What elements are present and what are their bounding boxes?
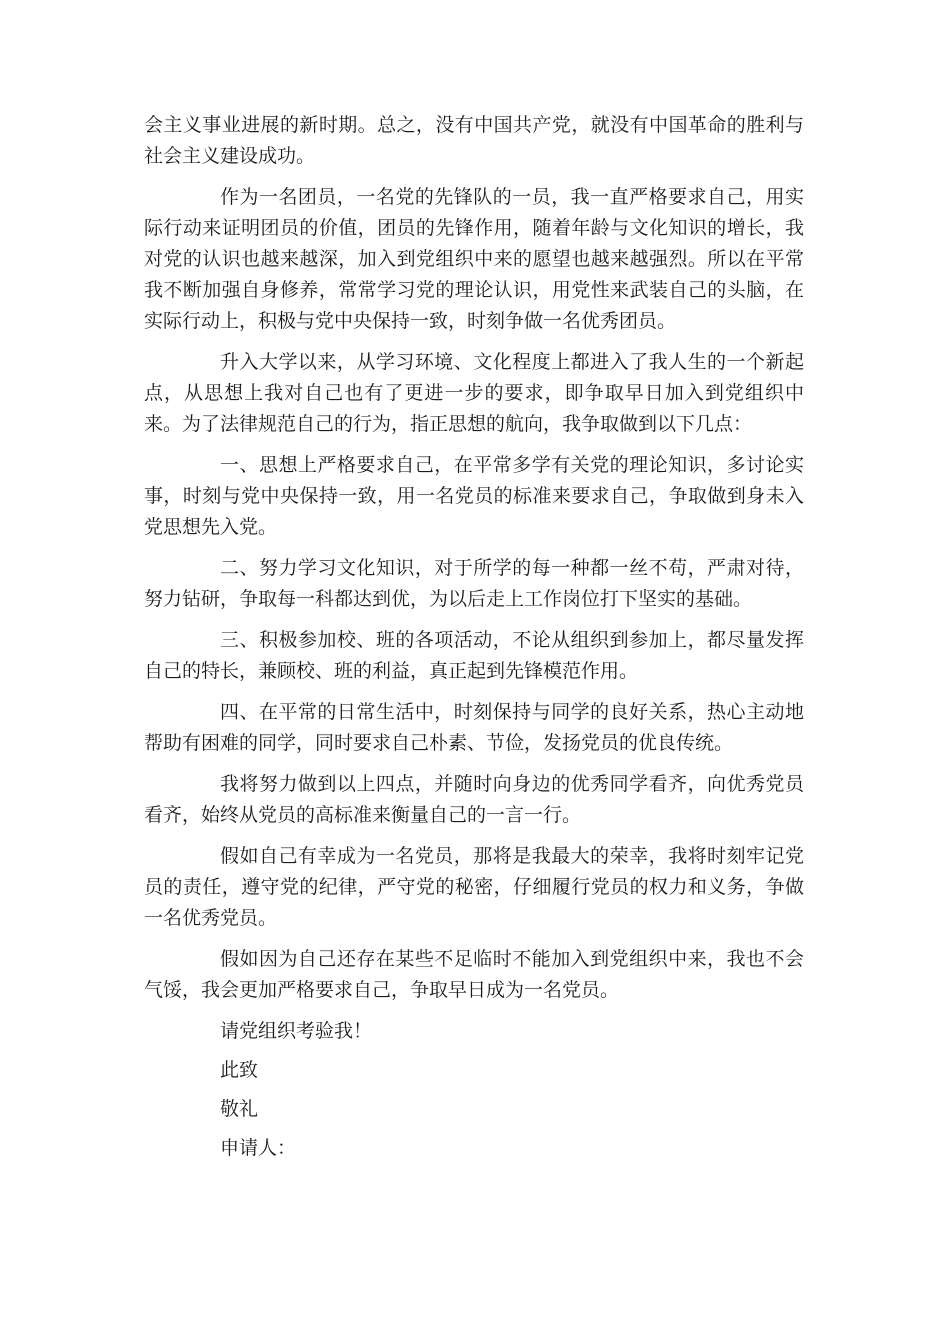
- applicant-label: 申请人：: [220, 1137, 297, 1159]
- closing-request: 请党组织考验我！: [220, 1020, 373, 1042]
- paragraph-if-not-accepted: 假如因为自己还存在某些不足临时不能加入到党组织中来，我也不会气馁，我会更加严格要求自己，争取早日成为一名党员。: [144, 948, 804, 1001]
- paragraph-point-three: 三、积极参加校、班的各项活动，不论从组织到参加上，都尽量发挥自己的特长，兼顾校、班的利益，真正起到先锋模范作用。: [144, 629, 804, 682]
- paragraph-point-two: 二、努力学习文化知识，对于所学的每一种都一丝不苟，严肃对待，努力钻研，争取每一科都达到优，为以后走上工作岗位打下坚实的基础。: [144, 557, 804, 610]
- closing-salutation-jingli: 敬礼: [220, 1098, 259, 1120]
- paragraph-point-one: 一、思想上严格要求自己，在平常多学有关党的理论知识，多讨论实事，时刻与党中央保持一致，用一名党员的标准来要求自己，争取做到身未入党思想先入党。: [144, 454, 804, 538]
- paragraph-if-accepted: 假如自己有幸成为一名党员，那将是我最大的荣幸，我将时刻牢记党员的责任，遵守党的纪律，严守党的秘密，仔细履行党员的权力和义务，争做一名优秀党员。: [144, 845, 804, 929]
- paragraph-university: 升入大学以来，从学习环境、文化程度上都进入了我人生的一个新起点，从思想上我对自己也有了更进一步的要求，即争取早日加入到党组织中来。为了法律规范自己的行为，指正思想的航向，我争取做到以下几点：: [144, 351, 804, 435]
- paragraph-member-role: 作为一名团员，一名党的先锋队的一员，我一直严格要求自己，用实际行动来证明团员的价值，团员的先锋作用，随着年龄与文化知识的增长，我对党的认识也越来越深，加入到党组织中来的愿望也越来越强烈。所以在平常我不断加强自身修养，常常学习党的理论认识，用党性来武装自己的头脑，在实际行动上，积极与党中央保持一致，时刻争做一名优秀团员。: [144, 186, 804, 332]
- paragraph-commitment: 我将努力做到以上四点，并随时向身边的优秀同学看齐，向优秀党员看齐，始终从党员的高标准来衡量自己的一言一行。: [144, 773, 804, 826]
- document-body: [144, 110, 804, 1172]
- paragraph-continuation: 会主义事业进展的新时期。总之，没有中国共产党，就没有中国革命的胜利与社会主义建设成功。: [144, 114, 804, 167]
- paragraph-point-four: 四、在平常的日常生活中，时刻保持与同学的良好关系，热心主动地帮助有困难的同学，同时要求自己朴素、节俭，发扬党员的优良传统。: [144, 701, 804, 754]
- closing-salutation-cizhi: 此致: [220, 1059, 259, 1081]
